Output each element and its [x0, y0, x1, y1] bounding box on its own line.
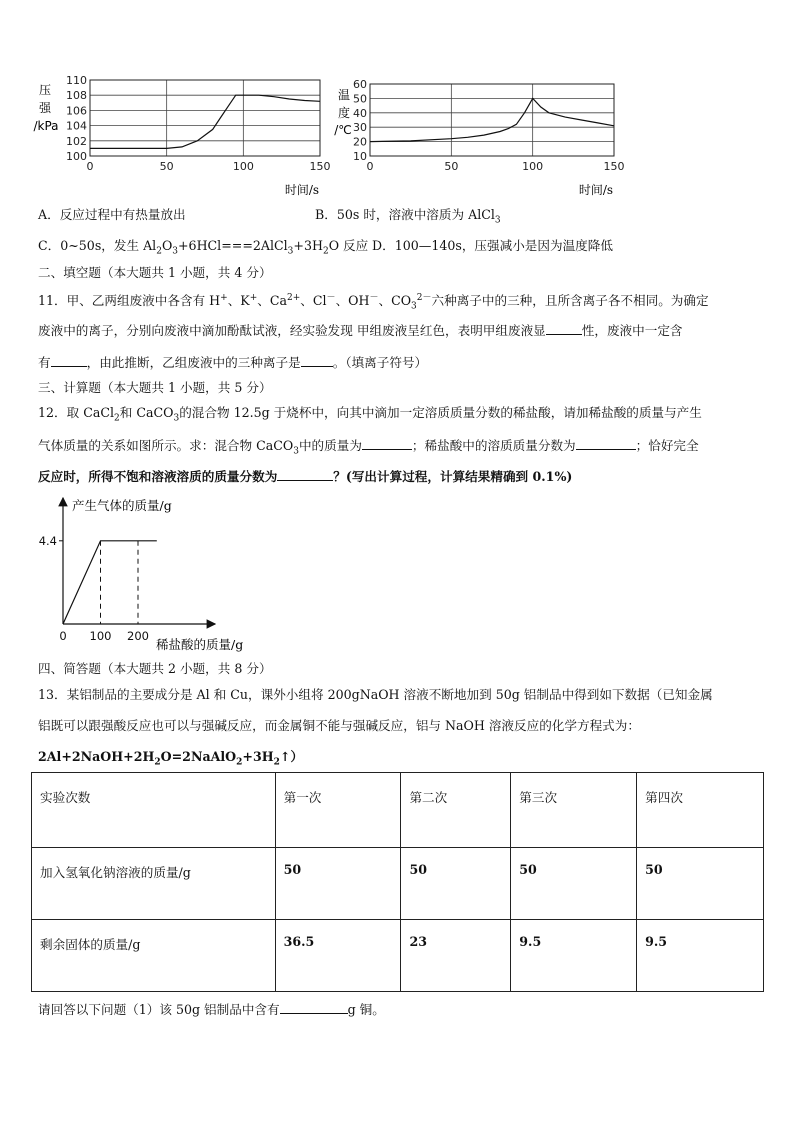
subscript: 2 — [114, 413, 120, 424]
table-cell: 23 — [401, 920, 511, 992]
y-tick-label: 30 — [353, 121, 367, 135]
table-row-label: 剩余固体的质量/g — [32, 920, 276, 992]
q13-followup-text: 请回答以下问题（1）该 50g 铝制品中含有 — [38, 1002, 280, 1017]
pressure-ylabel-unit: /kPa — [33, 119, 59, 133]
x-tick-label: 0 — [59, 629, 67, 643]
subscript: 3 — [173, 413, 180, 424]
subscript: 3 — [172, 246, 178, 257]
subscript: 2 — [273, 757, 280, 768]
x-tick-label: 0 — [366, 160, 374, 173]
subscript: 2 — [156, 246, 162, 257]
subscript: 3 — [494, 215, 501, 226]
experiment-table — [31, 772, 764, 992]
gas-mass-chart — [30, 492, 270, 660]
q12-text: 12．取 CaCl — [38, 405, 115, 420]
q13-followup — [38, 1000, 385, 1019]
answer-blank[interactable] — [51, 353, 87, 367]
answer-blank[interactable] — [576, 436, 636, 450]
y-tick-label: 102 — [66, 134, 87, 148]
equation-text: ↑） — [279, 749, 304, 764]
q12-text: ；恰好完全 — [635, 438, 699, 453]
x-tick-label: 50 — [444, 160, 459, 173]
y-tick-label: 60 — [353, 78, 367, 91]
q12-text: 反应时，所得不饱和溶液溶质的质量分数为 — [38, 469, 278, 484]
option-a: A．反应过程中有热量放出 — [38, 207, 186, 222]
subscript: 3 — [287, 246, 294, 257]
q12-line-2 — [38, 436, 699, 461]
x-tick-label: 200 — [127, 629, 149, 643]
subscript: 3 — [411, 301, 417, 312]
q11-text: 。（填离子符号） — [332, 355, 428, 370]
q11-text: 六种离子中的三种，且所含离子各不相同。为确定 — [431, 293, 709, 309]
plot-frame — [90, 80, 320, 156]
y-tick-label: 20 — [353, 135, 367, 149]
answer-blank[interactable] — [546, 321, 582, 335]
q12-text: 和 CaCO — [119, 405, 174, 420]
q11-line-2 — [38, 321, 683, 340]
y-tick-label: 110 — [66, 74, 87, 87]
temperature-series-line — [370, 98, 614, 141]
superscript: + — [220, 293, 228, 303]
superscript: － — [369, 293, 379, 303]
q12-line-3 — [38, 467, 572, 486]
q11-text: 废液中的离子，分别向废液中滴加酚酞试液，经实验发现 甲组废液呈红色，表明甲组废液显 — [38, 323, 546, 338]
option-c — [38, 237, 368, 261]
answer-blank[interactable] — [280, 1000, 348, 1014]
q12-line-1 — [38, 404, 702, 428]
q11-text: 性，废液中一定含 — [581, 323, 683, 338]
y-tick-label: 104 — [66, 119, 87, 133]
table-header-cell: 实验次数 — [32, 773, 276, 848]
x-tick-label: 150 — [309, 160, 331, 173]
q11-text: 、CO — [378, 293, 412, 309]
table-header-cell: 第二次 — [401, 773, 511, 848]
q11-text: 、Cl — [300, 293, 327, 309]
q13-equation — [38, 748, 303, 772]
table-header-row — [32, 773, 764, 848]
answer-blank[interactable] — [362, 436, 412, 450]
q11-text: 11．甲、乙两组废液中各含有 H — [38, 293, 221, 309]
section-3-heading: 三、计算题（本大题共 1 小题，共 5 分） — [38, 380, 272, 395]
q12-text: 气体质量的关系如图所示。求：混合物 CaCO — [38, 438, 294, 453]
option-d: D．100—140s，压强减小是因为温度降低 — [372, 238, 613, 253]
q13-line-2: 铝既可以跟强酸反应也可以与强碱反应，而金属铜不能与强碱反应，铝与 NaOH 溶液反应的化学方程式为： — [38, 718, 640, 733]
table-row — [32, 848, 764, 920]
pressure-chart — [30, 72, 340, 200]
x-tick-label: 150 — [603, 160, 625, 173]
q11-text: 、K — [227, 293, 250, 309]
y-tick-label: 108 — [66, 89, 87, 103]
table-cell: 9.5 — [637, 920, 764, 992]
equation-text: +3H — [242, 749, 274, 764]
q12-text: ；稀盐酸中的溶质质量分数为 — [411, 438, 576, 453]
subscript: 2 — [322, 246, 329, 257]
q13-followup-text: g 铜。 — [347, 1002, 385, 1017]
y-tick-label: 100 — [66, 150, 87, 163]
option-c-text: O — [161, 238, 173, 253]
option-c-text: +6HCl===2AlCl — [178, 238, 288, 253]
y-tick-label: 10 — [353, 150, 367, 163]
superscript: 2+ — [287, 293, 301, 303]
pressure-ylabel-char: 压 — [38, 83, 52, 97]
y-tick-label: 40 — [353, 106, 367, 120]
answer-blank[interactable] — [301, 353, 333, 367]
gas-series-line — [63, 541, 157, 624]
pressure-ylabel-char: 强 — [38, 101, 52, 115]
plot-frame — [370, 84, 614, 156]
temperature-ylabel-char: 温 — [337, 88, 351, 102]
superscript: 2－ — [416, 293, 432, 303]
y-tick-label: 106 — [66, 104, 87, 118]
answer-blank[interactable] — [277, 467, 333, 481]
pressure-ylabel — [33, 83, 58, 133]
equation-text: O=2NaAlO — [160, 749, 237, 764]
x-tick-label: 100 — [232, 160, 254, 173]
q11-line-1 — [38, 289, 709, 316]
x-tick-label: 100 — [522, 160, 544, 173]
table-cell: 50 — [511, 848, 637, 920]
superscript: + — [249, 293, 258, 303]
superscript: － — [326, 293, 336, 303]
subscript: 2 — [154, 757, 161, 768]
table-header-cell: 第四次 — [637, 773, 764, 848]
q12-text: 的混合物 12.5g 于烧杯中，向其中滴加一定溶质质量分数的稀盐酸，请加稀盐酸的质量与产生 — [179, 405, 702, 420]
table-cell: 50 — [401, 848, 511, 920]
temperature-chart — [322, 72, 642, 200]
table-header-cell: 第三次 — [511, 773, 637, 848]
gas-chart-xlabel: 稀盐酸的质量/g — [156, 637, 244, 652]
x-tick-label: 0 — [86, 160, 94, 173]
q12-text: 中的质量为 — [298, 438, 362, 453]
temperature-xlabel: 时间/s — [578, 183, 614, 197]
pressure-xlabel: 时间/s — [284, 183, 320, 197]
q11-line-3 — [38, 353, 427, 372]
subscript: 2 — [236, 757, 243, 768]
q11-text: 、OH — [335, 293, 370, 309]
section-2-heading: 二、填空题（本大题共 1 小题，共 4 分） — [38, 265, 272, 280]
option-c-text: O 反应 — [328, 238, 369, 253]
x-tick-label: 100 — [89, 629, 112, 643]
section-4-heading: 四、简答题（本大题共 2 小题，共 8 分） — [38, 661, 272, 676]
gas-chart-ylabel: 产生气体的质量/g — [72, 498, 172, 513]
option-b-text: B．50s 时，溶液中溶质为 AlCl — [315, 207, 495, 222]
option-c-text: C．0~50s，发生 Al — [38, 238, 157, 253]
table-cell: 50 — [275, 848, 401, 920]
table-header-cell: 第一次 — [275, 773, 401, 848]
temperature-ylabel-unit: /℃ — [334, 123, 352, 137]
table-cell: 36.5 — [275, 920, 401, 992]
equation-text: 2Al+2NaOH+2H — [38, 749, 155, 764]
q12-text: ？(写出计算过程，计算结果精确到 0.1%) — [333, 469, 573, 484]
subscript: 3 — [293, 446, 299, 457]
q13-line-1: 13．某铝制品的主要成分是 Al 和 Cu，课外小组将 200gNaOH 溶液不断地加到 50g 铝制品中得到如下数据（已知金属 — [38, 687, 713, 702]
temperature-ylabel — [334, 88, 352, 137]
q11-text: 有 — [38, 355, 51, 370]
temperature-ylabel-char: 度 — [337, 106, 351, 120]
option-b — [315, 206, 501, 230]
y-tick-label: 50 — [353, 92, 367, 106]
table-row — [32, 920, 764, 992]
q11-text: 、Ca — [257, 293, 287, 309]
y-tick-label: 4.4 — [38, 533, 57, 548]
table-cell: 50 — [637, 848, 764, 920]
q11-text: ，由此推断，乙组废液中的三种离子是 — [86, 355, 301, 370]
table-cell: 9.5 — [511, 920, 637, 992]
option-c-text: +3H — [293, 238, 323, 253]
x-tick-label: 50 — [159, 160, 174, 173]
table-row-label: 加入氢氧化钠溶液的质量/g — [32, 848, 276, 920]
